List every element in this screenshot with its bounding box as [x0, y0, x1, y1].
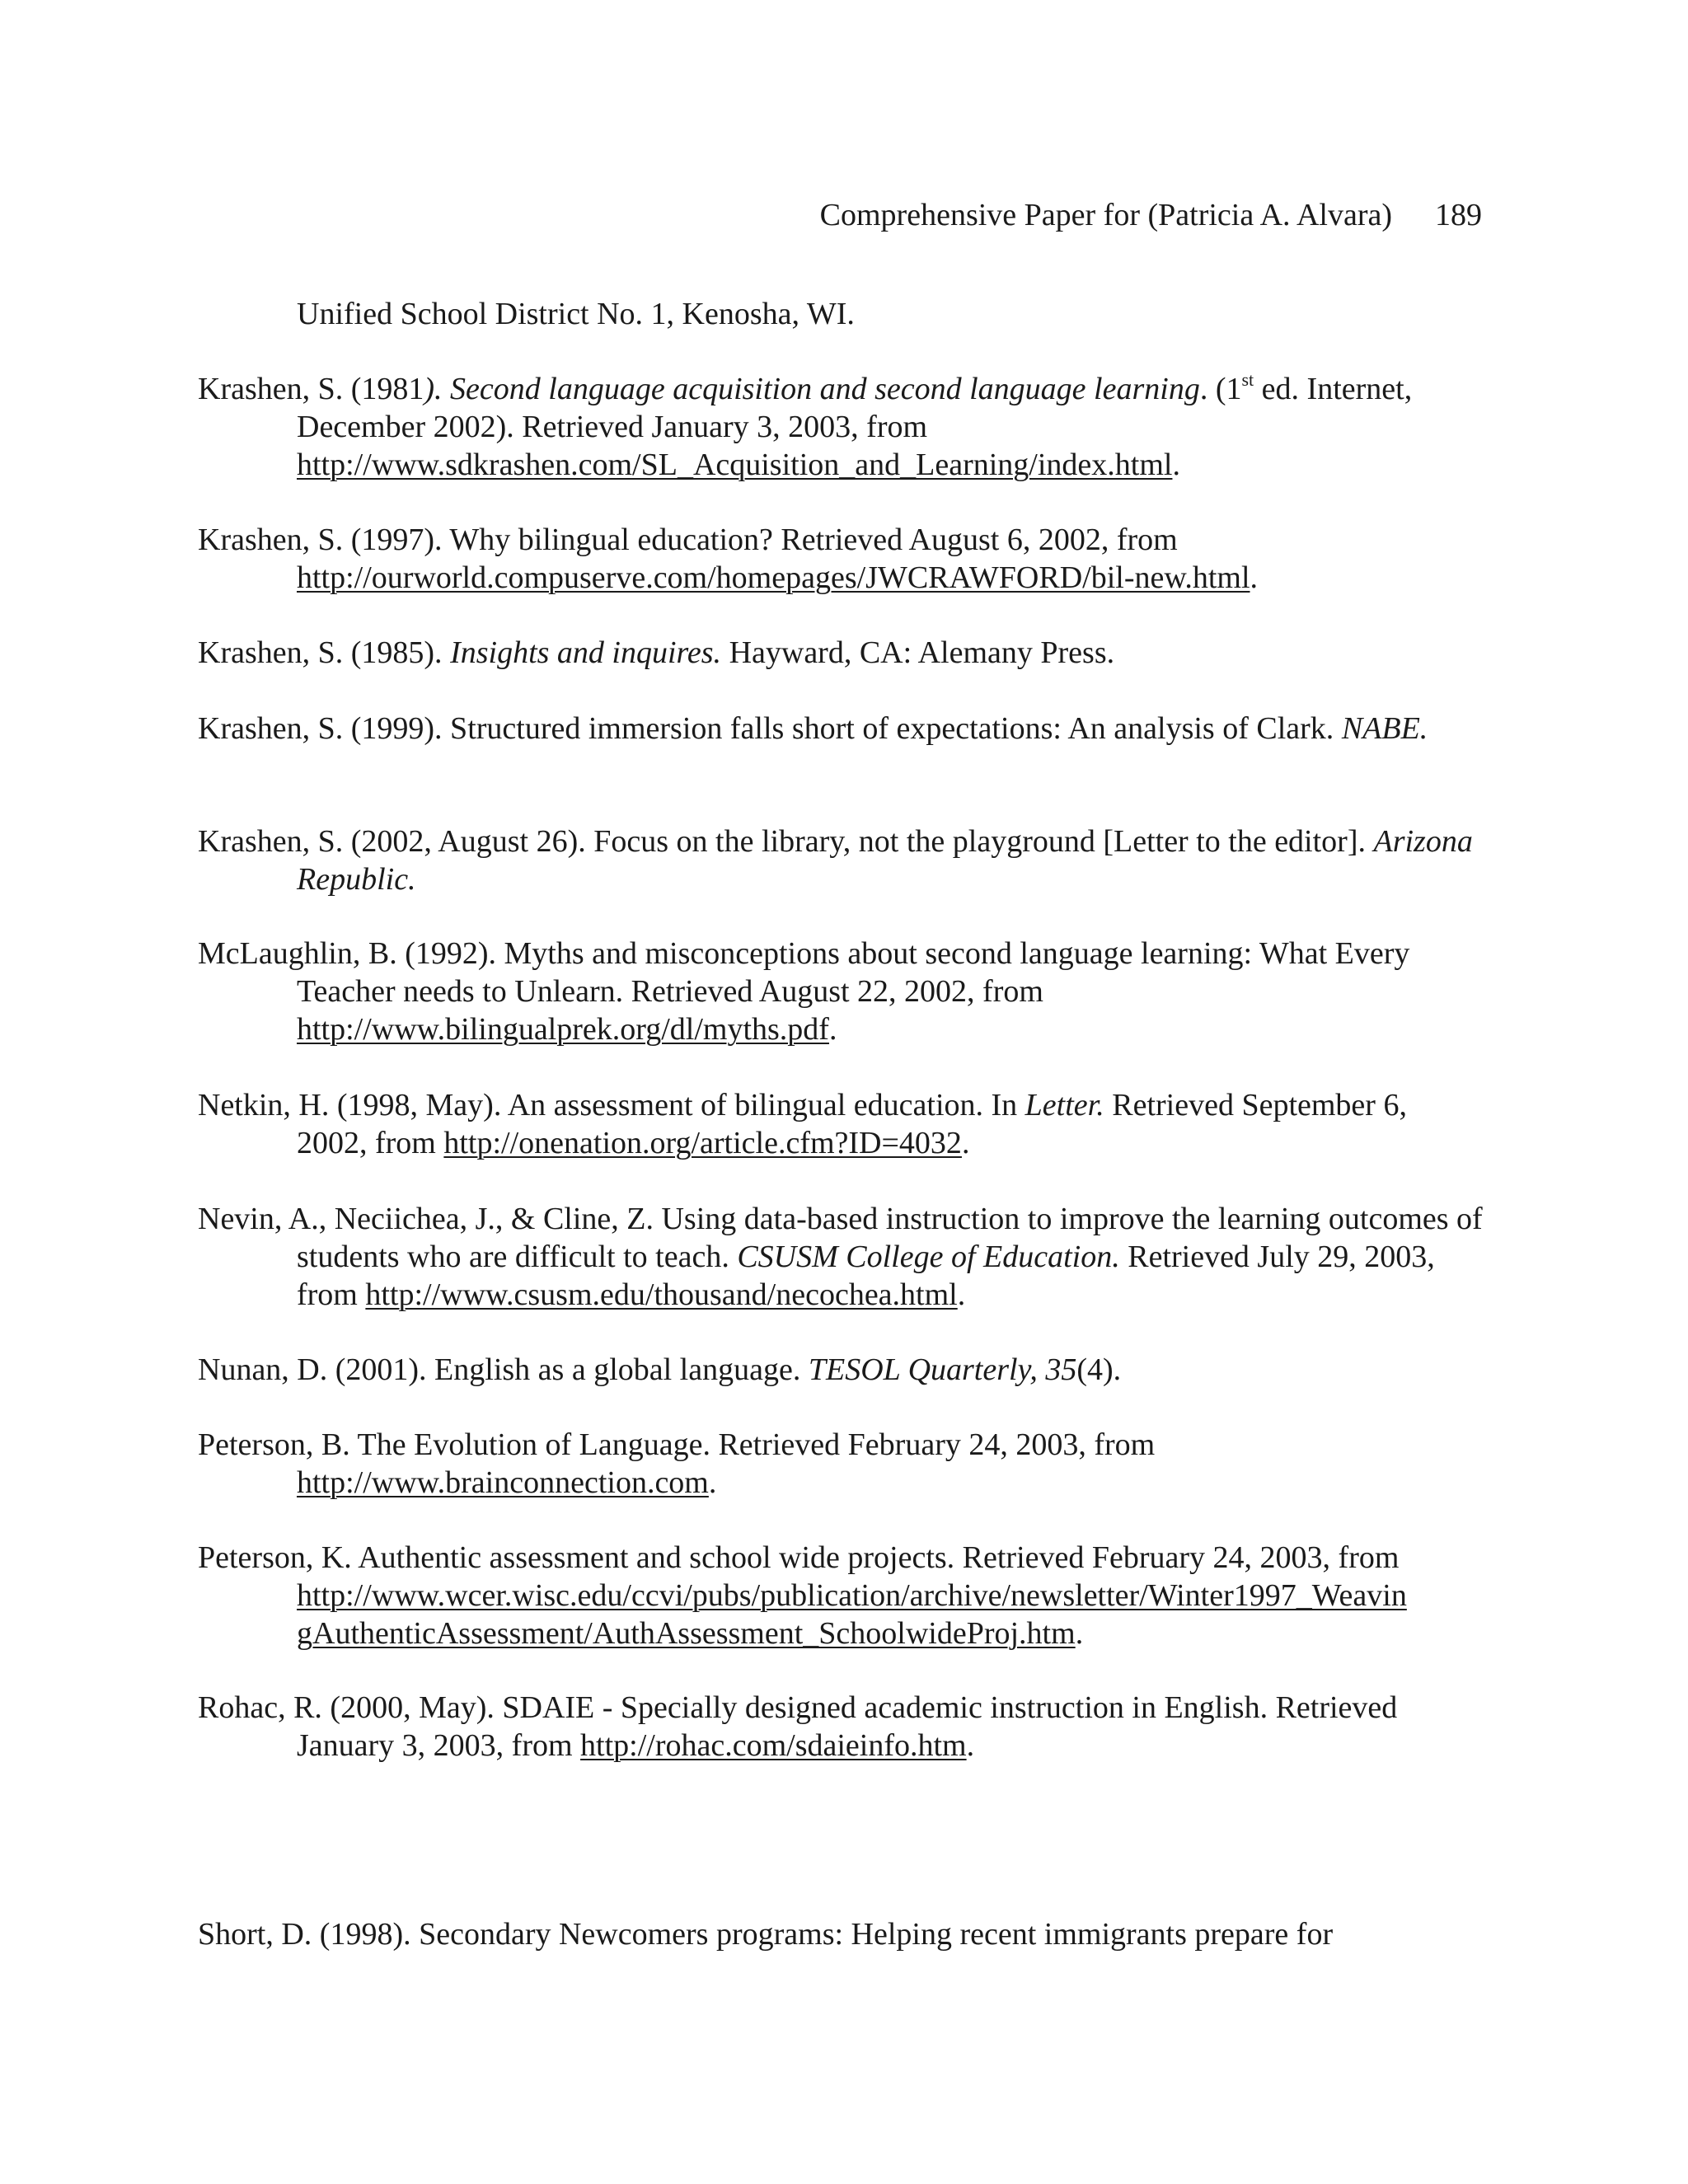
reference-link[interactable]: http://www.sdkrashen.com/SL_Acquisition_and_Learning/index.html [297, 448, 1173, 482]
reference-entry-krashen-1981: Krashen, S. (1981). Second language acquisition and second language learning. (1st ed. Internet, December 2002). Retrieved January 3, 2003, from http://www.sdkrashen.com/SL_Acquisition_and_Learning/index.html. [198, 369, 1413, 482]
reference-entry-nevin: Nevin, A., Neciichea, J., & Cline, Z. Using data-based instruction to improve the learning outcomes of students who are difficult to teach. CSUSM College of Education. Retrieved July 29, 2003, from http://www.csusm.edu/thousand/necochea.html. [198, 1202, 1483, 1312]
reference-entry-krashen-1985: Krashen, S. (1985). Insights and inquires. Hayward, CA: Alemany Press. [198, 635, 1115, 670]
reference-link[interactable]: http://www.bilingualprek.org/dl/myths.pdf [297, 1012, 829, 1047]
reference-entry-peterson-k: Peterson, K. Authentic assessment and school wide projects. Retrieved February 24, 2003, from http://www.wcer.wisc.edu/ccvi/pubs/publication/archive/newsletter/Winter1997_Weavin gAuthenticAssessment/AuthAssessment_SchoolwideProj.htm. [198, 1540, 1407, 1651]
reference-entry-netkin-1998: Netkin, H. (1998, May). An assessment of bilingual education. In Letter. Retrieved September 6, 2002, from http://onenation.org/article.cfm?ID=4032. [198, 1088, 1407, 1160]
running-head [820, 196, 1482, 234]
reference-continuation: Unified School District No. 1, Kenosha, WI. [297, 297, 855, 331]
reference-title: CSUSM College of Education. [737, 1240, 1120, 1274]
reference-entry-nunan-2001: Nunan, D. (2001). English as a global language. TESOL Quarterly, 35(4). [198, 1352, 1122, 1387]
reference-entry-krashen-2002: Krashen, S. (2002, August 26). Focus on the library, not the playground [Letter to the editor]. Arizona Republic. [198, 824, 1473, 897]
reference-title: NABE. [1341, 711, 1428, 746]
reference-entry-krashen-1999: Krashen, S. (1999). Structured immersion falls short of expectations: An analysis of Clark. NABE. [198, 711, 1428, 746]
reference-title: Insights and inquires. [450, 635, 722, 670]
reference-link[interactable]: http://www.csusm.edu/thousand/necochea.html [365, 1277, 958, 1312]
reference-link[interactable]: http://rohac.com/sdaieinfo.htm [580, 1728, 967, 1763]
reference-link[interactable]: http://www.brainconnection.com [297, 1465, 709, 1500]
reference-link[interactable]: http://www.wcer.wisc.edu/ccvi/pubs/publication/archive/newsletter/Winter1997_Weavin [297, 1578, 1407, 1613]
reference-link[interactable]: http://ourworld.compuserve.com/homepages/JWCRAWFORD/bil-new.html [297, 560, 1250, 595]
reference-entry-short-1998: Short, D. (1998). Secondary Newcomers programs: Helping recent immigrants prepare for [198, 1917, 1334, 1952]
reference-entry-krashen-1997: Krashen, S. (1997). Why bilingual education? Retrieved August 6, 2002, from http://ourworld.compuserve.com/homepages/JWCRAWFORD/bil-new.html. [198, 523, 1258, 595]
reference-entry-rohac-2000: Rohac, R. (2000, May). SDAIE - Specially designed academic instruction in English. Retrieved January 3, 2003, from http://rohac.com/sdaieinfo.htm. [198, 1690, 1398, 1763]
reference-title: TESOL Quarterly, 35 [808, 1352, 1077, 1387]
reference-title: ). Second language acquisition and second language learning [424, 372, 1200, 406]
reference-entry-peterson-b: Peterson, B. The Evolution of Language. Retrieved February 24, 2003, from http://www.brainconnection.com. [198, 1427, 1156, 1500]
page-number: 189 [1435, 198, 1482, 232]
reference-title: Letter. [1025, 1088, 1104, 1122]
reference-entry-mclaughlin-1992: McLaughlin, B. (1992). Myths and misconceptions about second language learning: What Every Teacher needs to Unlearn. Retrieved August 22, 2002, from http://www.bilingualprek.org/dl/myths.pdf. [198, 936, 1410, 1047]
running-title: Comprehensive Paper for (Patricia A. Alvara) [819, 198, 1392, 232]
reference-link[interactable]: http://onenation.org/article.cfm?ID=4032 [443, 1126, 962, 1160]
reference-link-continued[interactable]: gAuthenticAssessment/AuthAssessment_SchoolwideProj.htm [297, 1616, 1076, 1651]
reference-title: Arizona Republic. [297, 824, 1473, 897]
